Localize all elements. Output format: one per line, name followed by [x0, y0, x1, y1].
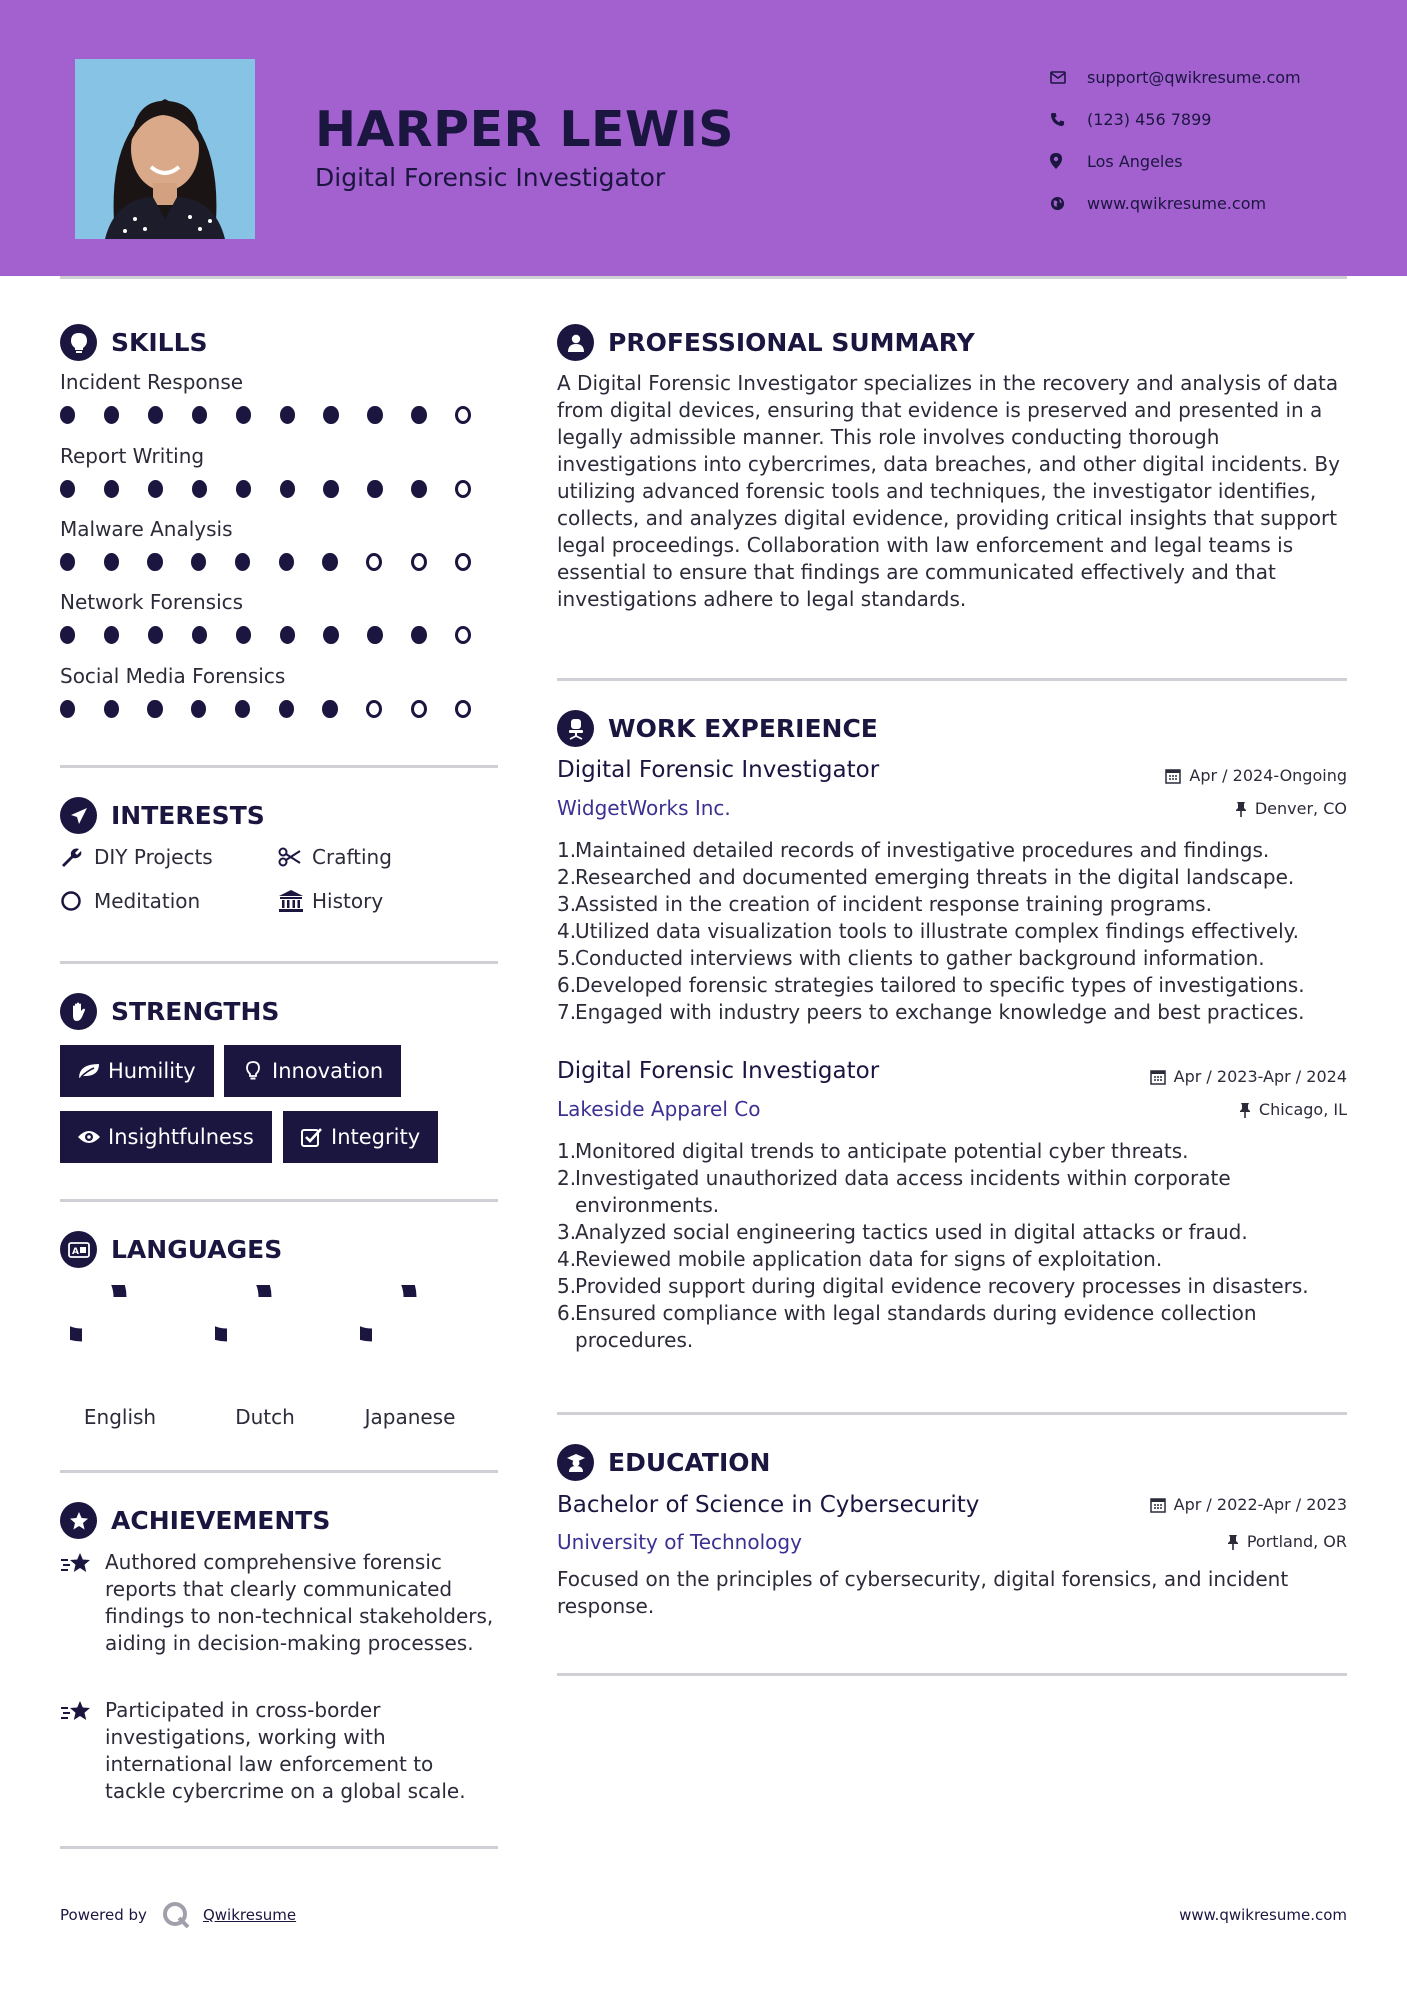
skill-dot-filled [411, 406, 426, 424]
strength-tag [60, 1111, 272, 1163]
skill-item [60, 664, 500, 718]
education-heading [557, 1444, 770, 1481]
user-icon [557, 324, 594, 361]
skill-dot-filled [147, 553, 162, 571]
strength-label: Humility [108, 1059, 196, 1083]
bullet-number: 5. [557, 946, 577, 970]
company-name: Lakeside Apparel Co [557, 1097, 761, 1121]
interest-label: History [312, 889, 384, 913]
phone-icon [1050, 112, 1087, 127]
bullet-number: 5. [557, 1274, 577, 1298]
skill-dot-empty [411, 700, 427, 718]
footer-url[interactable]: www.qwikresume.com [1179, 1906, 1347, 1924]
bullet-text: Analyzed social engineering tactics used in digital attacks or fraud. [575, 1220, 1248, 1244]
section-title: SKILLS [111, 328, 208, 357]
contact-phone[interactable] [1050, 98, 1380, 140]
skill-dot-filled [60, 700, 75, 718]
bullet-number: 6. [557, 973, 577, 997]
graduate-icon [557, 1444, 594, 1481]
skill-dot-filled [60, 553, 75, 571]
bullet-text: Engaged with industry peers to exchange knowledge and best practices. [575, 1000, 1305, 1024]
contact-text: Los Angeles [1087, 151, 1183, 171]
skill-dot-filled [323, 406, 338, 424]
job-bullet [557, 918, 1347, 945]
skill-dot-filled [104, 700, 119, 718]
skill-dot-empty [366, 700, 382, 718]
language-icon [60, 1231, 97, 1268]
skill-rating [60, 700, 500, 718]
skill-dot-filled [104, 553, 119, 571]
paper-plane-icon [60, 797, 97, 834]
section-title: INTERESTS [111, 801, 265, 830]
powered-by-text: Powered by [60, 1906, 147, 1924]
skill-dot-filled [280, 406, 295, 424]
skill-name: Network Forensics [60, 590, 244, 614]
qwikresume-logo-icon [161, 1900, 191, 1930]
skill-dot-filled [104, 406, 119, 424]
skill-name: Report Writing [60, 444, 205, 468]
language-item [60, 1285, 180, 1429]
languages-heading [60, 1231, 282, 1268]
wrench-icon [60, 846, 94, 868]
eye-icon [70, 1129, 108, 1145]
office-chair-icon [557, 710, 594, 747]
section-title: EDUCATION [608, 1448, 771, 1477]
skills-heading [60, 324, 208, 361]
skill-dot-filled [279, 700, 294, 718]
skill-rating [60, 626, 500, 644]
shooting-star-icon [60, 1549, 105, 1657]
job-location [1239, 1100, 1347, 1119]
lightbulb-icon [60, 324, 97, 361]
skill-dot-filled [104, 480, 119, 498]
education-location [1227, 1532, 1347, 1551]
language-gauge [360, 1285, 460, 1385]
job-bullet [557, 1246, 1347, 1273]
section-divider [60, 1470, 498, 1473]
contact-website[interactable] [1050, 182, 1380, 224]
contact-email[interactable] [1050, 56, 1380, 98]
section-divider [60, 765, 498, 768]
skill-item [60, 590, 500, 644]
job-bullet [557, 999, 1347, 1026]
section-divider [60, 1846, 498, 1849]
lightbulb-icon [234, 1061, 272, 1081]
bullet-number: 2. [557, 865, 577, 889]
profile-photo [75, 59, 255, 239]
skill-dot-filled [148, 480, 163, 498]
contact-list [1050, 56, 1380, 224]
bullet-number: 6. [557, 1301, 577, 1325]
skill-dot-filled [104, 626, 119, 644]
section-divider [60, 1199, 498, 1202]
skill-item [60, 370, 500, 424]
job-dates [1150, 1067, 1347, 1086]
brand-link[interactable]: Qwikresume [202, 1906, 297, 1924]
skill-dot-filled [148, 406, 163, 424]
skill-dot-filled [236, 626, 251, 644]
section-divider [557, 1673, 1347, 1676]
skill-dot-empty [455, 700, 471, 718]
language-arc [215, 1285, 265, 1335]
bullet-text: Researched and documented emerging threats in the digital landscape. [575, 865, 1295, 889]
skill-dot-empty [455, 406, 471, 424]
dates-text: Apr / 2024-Ongoing [1189, 766, 1347, 785]
skill-item [60, 517, 500, 571]
interests-heading [60, 797, 265, 834]
skill-dot-filled [236, 406, 251, 424]
job-bullet [557, 1165, 1347, 1219]
experience-heading [557, 710, 878, 747]
skill-dot-filled [322, 700, 337, 718]
job-bullet [557, 1273, 1347, 1300]
interest-label: DIY Projects [94, 845, 213, 869]
skill-dot-filled [192, 480, 207, 498]
interest-item [278, 845, 392, 869]
interest-label: Meditation [94, 889, 201, 913]
bullet-text: Conducted interviews with clients to gather background information. [575, 946, 1265, 970]
skill-name: Malware Analysis [60, 517, 233, 541]
bullet-text: Reviewed mobile application data for signs of exploitation. [575, 1247, 1163, 1271]
star-badge-icon [60, 1502, 97, 1539]
job-bullet [557, 1219, 1347, 1246]
strength-tag [224, 1045, 401, 1097]
leaf-icon [70, 1062, 108, 1080]
language-label: English [83, 1405, 157, 1429]
job-bullets [557, 1138, 1347, 1354]
job-bullet [557, 891, 1347, 918]
job-location [1235, 799, 1347, 818]
skill-dot-filled [191, 553, 206, 571]
skill-dot-filled [280, 626, 295, 644]
achievement-text: Participated in cross-border investigations, working with international law enforcement to tackle cybercrime on a global scale. [105, 1698, 466, 1803]
skill-rating [60, 406, 500, 424]
thumbtack-icon [1239, 1102, 1251, 1118]
interest-item [278, 889, 383, 913]
job-bullet [557, 1300, 1347, 1354]
skill-dot-filled [323, 626, 338, 644]
skill-name: Social Media Forensics [60, 664, 286, 688]
globe-icon [1050, 196, 1087, 211]
dates-text: Apr / 2022-Apr / 2023 [1173, 1495, 1347, 1514]
skill-dot-filled [411, 480, 426, 498]
skill-dot-filled [192, 626, 207, 644]
job-title: Digital Forensic Investigator [557, 1058, 880, 1084]
skill-dot-filled [191, 700, 206, 718]
education-dates [1150, 1495, 1347, 1514]
achievement-text: Authored comprehensive forensic reports that clearly communicated findings to non-technical stakeholders, aiding in decision-making processes. [105, 1550, 494, 1655]
calendar-icon [1165, 768, 1181, 784]
interest-item [60, 889, 200, 913]
skill-dot-filled [60, 480, 75, 498]
location-text: Denver, CO [1254, 799, 1347, 818]
education-description: Focused on the principles of cybersecurity, digital forensics, and incident response. [557, 1567, 1289, 1618]
bullet-number: 2. [557, 1166, 577, 1190]
language-gauge [215, 1285, 315, 1385]
bullet-text: Monitored digital trends to anticipate potential cyber threats. [575, 1139, 1189, 1163]
skill-dot-empty [366, 553, 382, 571]
job-bullet [557, 972, 1347, 999]
bullet-number: 7. [557, 1000, 577, 1024]
bank-icon [278, 889, 312, 913]
skill-dot-empty [455, 553, 471, 571]
skill-dot-filled [322, 553, 337, 571]
achievement-item [60, 1549, 500, 1657]
language-item [205, 1285, 325, 1429]
skill-dot-filled [60, 626, 75, 644]
skill-rating [60, 553, 500, 571]
summary-heading [557, 324, 975, 361]
skill-dot-empty [455, 626, 471, 644]
strength-tag [283, 1111, 438, 1163]
skill-dot-filled [279, 553, 294, 571]
bullet-text: Maintained detailed records of investigative procedures and findings. [575, 838, 1270, 862]
bullet-text: Ensured compliance with legal standards during evidence collection procedures. [575, 1301, 1257, 1352]
resume-header [0, 0, 1407, 276]
company-name: WidgetWorks Inc. [557, 796, 731, 820]
section-divider [557, 1412, 1347, 1415]
skill-name: Incident Response [60, 370, 244, 394]
svg-text:A: A [71, 1246, 79, 1257]
hand-icon [60, 993, 97, 1030]
bullet-number: 1. [557, 838, 577, 862]
achievements-heading [60, 1502, 330, 1539]
section-divider [557, 678, 1347, 681]
shooting-star-icon [60, 1697, 105, 1805]
interest-label: Crafting [312, 845, 392, 869]
skill-rating [60, 480, 500, 498]
contact-location [1050, 140, 1380, 182]
job-bullet [557, 864, 1347, 891]
skill-dot-filled [192, 406, 207, 424]
skill-dot-filled [367, 480, 382, 498]
bullet-number: 4. [557, 1247, 577, 1271]
degree-title: Bachelor of Science in Cybersecurity [557, 1492, 980, 1518]
bullet-number: 4. [557, 919, 577, 943]
bullet-text: Utilized data visualization tools to illustrate complex findings effectively. [575, 919, 1299, 943]
section-title: PROFESSIONAL SUMMARY [608, 328, 975, 357]
skill-dot-filled [148, 626, 163, 644]
job-dates [1165, 766, 1347, 785]
strength-label: Insightfulness [108, 1125, 254, 1149]
summary-text: A Digital Forensic Investigator specializes in the recovery and analysis of data from digital devices, ensuring that evidence is preserved and presented in a legally admissible manner. This role involves conducting thorough investigations into cybercrimes, data breaches, and other digital incidents. By utilizing advanced forensic tools and techniques, the investigator identifies, collects, and analyzes digital evidence, providing critical insights that support legal proceedings. Collaboration with law enforcement and legal teams is essential to ensure that findings are communicated effectively and that investigations adhere to legal standards. [557, 371, 1340, 611]
skill-dot-empty [411, 553, 427, 571]
candidate-name: HARPER LEWIS [315, 101, 735, 158]
scissors-icon [278, 847, 312, 867]
bullet-text: Provided support during digital evidence recovery processes in disasters. [575, 1274, 1309, 1298]
skill-dot-filled [323, 480, 338, 498]
language-item [350, 1285, 470, 1429]
section-title: WORK EXPERIENCE [608, 714, 878, 743]
dates-text: Apr / 2023-Apr / 2024 [1173, 1067, 1347, 1086]
section-title: ACHIEVEMENTS [111, 1506, 331, 1535]
school-name: University of Technology [557, 1530, 802, 1554]
header-divider [60, 276, 1347, 279]
check-square-icon [293, 1127, 331, 1147]
strength-label: Integrity [331, 1125, 421, 1149]
strength-tag [60, 1045, 214, 1097]
location-text: Portland, OR [1246, 1532, 1347, 1551]
skill-item [60, 444, 500, 498]
language-label: Japanese [364, 1405, 456, 1429]
section-divider [60, 961, 498, 964]
bullet-number: 3. [557, 892, 577, 916]
job-title: Digital Forensic Investigator [557, 757, 880, 783]
thumbtack-icon [1235, 801, 1247, 817]
skill-dot-filled [367, 406, 382, 424]
bullet-text: Assisted in the creation of incident response training programs. [575, 892, 1212, 916]
skill-dot-filled [235, 700, 250, 718]
skill-dot-filled [147, 700, 162, 718]
job-bullets [557, 837, 1347, 1026]
language-gauge [70, 1285, 170, 1385]
thumbtack-icon [1227, 1534, 1239, 1550]
contact-text: support@qwikresume.com [1087, 67, 1301, 87]
contact-text: (123) 456 7899 [1087, 109, 1212, 129]
interest-item [60, 845, 213, 869]
envelope-icon [1050, 71, 1087, 84]
job-bullet [557, 837, 1347, 864]
footer-powered-by [60, 1900, 296, 1930]
skill-dot-filled [235, 553, 250, 571]
bullet-text: Investigated unauthorized data access incidents within corporate environments. [575, 1166, 1231, 1217]
bullet-text: Developed forensic strategies tailored to specific types of investigations. [575, 973, 1305, 997]
skill-dot-empty [455, 480, 471, 498]
map-pin-icon [1050, 153, 1087, 169]
section-title: STRENGTHS [111, 997, 280, 1026]
skill-dot-filled [367, 626, 382, 644]
language-label: Dutch [235, 1405, 295, 1429]
job-bullet [557, 945, 1347, 972]
skill-dot-filled [236, 480, 251, 498]
language-arc [360, 1285, 410, 1335]
contact-text: www.qwikresume.com [1087, 193, 1267, 213]
language-arc [70, 1285, 120, 1335]
skill-dot-filled [280, 480, 295, 498]
job-bullet [557, 1138, 1347, 1165]
circle-icon [60, 890, 94, 912]
strengths-heading [60, 993, 279, 1030]
calendar-icon [1150, 1497, 1166, 1513]
candidate-role: Digital Forensic Investigator [315, 163, 666, 192]
skill-dot-filled [411, 626, 426, 644]
location-text: Chicago, IL [1258, 1100, 1347, 1119]
skill-dot-filled [60, 406, 75, 424]
calendar-icon [1150, 1069, 1166, 1085]
section-title: LANGUAGES [111, 1235, 283, 1264]
bullet-number: 1. [557, 1139, 577, 1163]
strength-label: Innovation [272, 1059, 384, 1083]
bullet-number: 3. [557, 1220, 577, 1244]
achievement-item [60, 1697, 500, 1805]
